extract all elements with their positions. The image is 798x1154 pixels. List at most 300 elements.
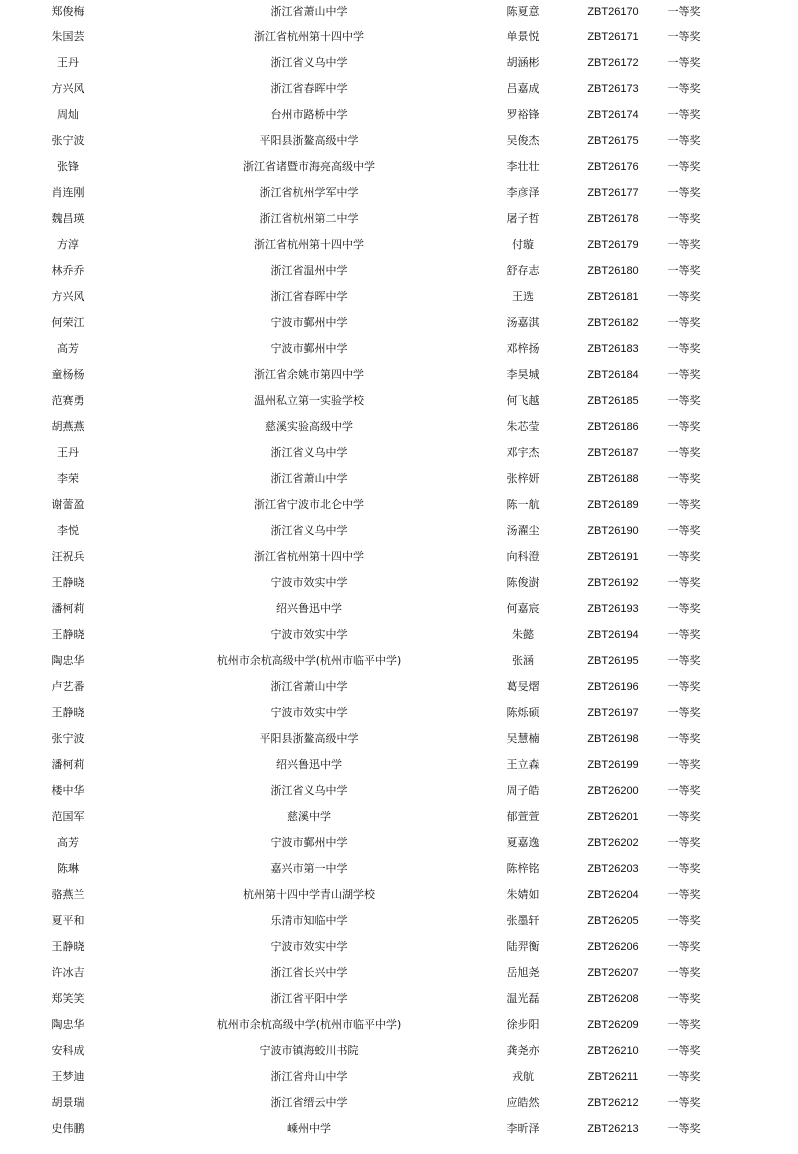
- table-row: [0, 0, 798, 24]
- student-cell: 陈俊澍: [506, 576, 540, 589]
- table-row: [0, 440, 798, 466]
- code-cell: ZBT26196: [587, 681, 639, 693]
- award-cell: 一等奖: [667, 836, 701, 849]
- award-cell: 一等奖: [667, 940, 701, 953]
- code-cell: ZBT26186: [587, 421, 639, 433]
- school-cell: 浙江省杭州第十四中学: [254, 30, 364, 43]
- award-cell: 一等奖: [667, 1044, 701, 1057]
- table-row: [0, 1090, 798, 1116]
- teacher-cell: 方兴风: [51, 82, 85, 95]
- student-cell: 何嘉宸: [506, 602, 540, 615]
- school-cell: 浙江省杭州第二中学: [259, 212, 359, 225]
- student-cell: 张涵: [512, 654, 534, 667]
- table-row: [0, 414, 798, 440]
- spacer-cell: [706, 466, 798, 492]
- code-cell: ZBT26175: [587, 135, 639, 147]
- spacer-cell: [706, 986, 798, 1012]
- teacher-cell: 张宁波: [51, 732, 85, 745]
- student-cell: 舒存志: [506, 264, 540, 277]
- student-cell: 付璇: [512, 238, 534, 251]
- table-row: [0, 648, 798, 674]
- table-row: [0, 960, 798, 986]
- award-cell: 一等奖: [667, 368, 701, 381]
- code-cell: ZBT26192: [587, 577, 639, 589]
- award-cell: 一等奖: [667, 732, 701, 745]
- teacher-cell: 方淳: [57, 238, 79, 251]
- school-cell: 宁波市效实中学: [270, 628, 348, 641]
- table-row: [0, 102, 798, 128]
- school-cell: 宁波市鄞州中学: [270, 342, 348, 355]
- spacer-cell: [706, 154, 798, 180]
- award-cell: 一等奖: [667, 394, 701, 407]
- award-cell: 一等奖: [667, 5, 701, 18]
- spacer-cell: [706, 518, 798, 544]
- student-cell: 郁萱萱: [506, 810, 540, 823]
- table-row: [0, 752, 798, 778]
- teacher-cell: 王静晓: [51, 628, 85, 641]
- school-cell: 浙江省义乌中学: [270, 784, 348, 797]
- student-cell: 吴俊杰: [506, 134, 540, 147]
- student-cell: 陈一航: [506, 498, 540, 511]
- school-cell: 杭州市余杭高级中学(杭州市临平中学): [216, 654, 402, 667]
- table-row: [0, 934, 798, 960]
- school-cell: 杭州第十四中学青山湖学校: [243, 888, 375, 901]
- teacher-cell: 童杨杨: [51, 368, 85, 381]
- award-cell: 一等奖: [667, 576, 701, 589]
- code-cell: ZBT26188: [587, 473, 639, 485]
- award-cell: 一等奖: [667, 758, 701, 771]
- spacer-cell: [706, 180, 798, 206]
- teacher-cell: 谢蕾盈: [51, 498, 85, 511]
- student-cell: 何飞越: [506, 394, 540, 407]
- school-cell: 嘉兴市第一中学: [270, 862, 348, 875]
- teacher-cell: 胡燕燕: [51, 420, 85, 433]
- table-row: [0, 726, 798, 752]
- award-cell: 一等奖: [667, 1070, 701, 1083]
- award-cell: 一等奖: [667, 810, 701, 823]
- student-cell: 张梓妍: [506, 472, 540, 485]
- student-cell: 陈梓铭: [506, 862, 540, 875]
- student-cell: 李彦泽: [506, 186, 540, 199]
- student-cell: 邓梓扬: [506, 342, 540, 355]
- teacher-cell: 陶忠华: [51, 654, 85, 667]
- table-row: [0, 310, 798, 336]
- award-cell: 一等奖: [667, 602, 701, 615]
- table-row: [0, 336, 798, 362]
- code-cell: ZBT26191: [587, 551, 639, 563]
- code-cell: ZBT26189: [587, 499, 639, 511]
- spacer-cell: [706, 700, 798, 726]
- award-cell: 一等奖: [667, 654, 701, 667]
- code-cell: ZBT26203: [587, 863, 639, 875]
- teacher-cell: 张锋: [57, 160, 79, 173]
- teacher-cell: 高芳: [57, 836, 79, 849]
- code-cell: ZBT26184: [587, 369, 639, 381]
- table-row: [0, 154, 798, 180]
- spacer-cell: [706, 362, 798, 388]
- school-cell: 浙江省平阳中学: [270, 992, 348, 1005]
- spacer-cell: [706, 1012, 798, 1038]
- teacher-cell: 肖连刚: [51, 186, 85, 199]
- student-cell: 夏嘉逸: [506, 836, 540, 849]
- spacer-cell: [706, 128, 798, 154]
- award-cell: 一等奖: [667, 56, 701, 69]
- table-row: [0, 700, 798, 726]
- table-row: [0, 492, 798, 518]
- school-cell: 绍兴鲁迅中学: [276, 758, 342, 771]
- code-cell: ZBT26174: [587, 109, 639, 121]
- school-cell: 浙江省萧山中学: [270, 472, 348, 485]
- code-cell: ZBT26170: [587, 6, 639, 18]
- award-cell: 一等奖: [667, 706, 701, 719]
- award-cell: 一等奖: [667, 420, 701, 433]
- teacher-cell: 王静晓: [51, 706, 85, 719]
- table-row: [0, 362, 798, 388]
- code-cell: ZBT26180: [587, 265, 639, 277]
- teacher-cell: 陈琳: [57, 862, 79, 875]
- teacher-cell: 郑笑笑: [51, 992, 85, 1005]
- table-row: [0, 128, 798, 154]
- spacer-cell: [706, 102, 798, 128]
- award-cell: 一等奖: [667, 82, 701, 95]
- code-cell: ZBT26213: [587, 1123, 639, 1135]
- school-cell: 浙江省舟山中学: [270, 1070, 348, 1083]
- student-cell: 徐步阳: [506, 1018, 540, 1031]
- spacer-cell: [706, 778, 798, 804]
- school-cell: 浙江省杭州第十四中学: [254, 238, 364, 251]
- table-row: [0, 882, 798, 908]
- award-cell: 一等奖: [667, 680, 701, 693]
- teacher-cell: 朱国芸: [51, 30, 85, 43]
- award-cell: 一等奖: [667, 212, 701, 225]
- spacer-cell: [706, 830, 798, 856]
- table-row: [0, 544, 798, 570]
- award-cell: 一等奖: [667, 446, 701, 459]
- teacher-cell: 王丹: [57, 56, 79, 69]
- student-cell: 李昊城: [506, 368, 540, 381]
- school-cell: 浙江省诸暨市海亮高级中学: [243, 160, 375, 173]
- code-cell: ZBT26199: [587, 759, 639, 771]
- student-cell: 李壮壮: [506, 160, 540, 173]
- table-row: [0, 622, 798, 648]
- student-cell: 朱芯莹: [506, 420, 540, 433]
- teacher-cell: 何荣江: [51, 316, 85, 329]
- spacer-cell: [706, 1064, 798, 1090]
- code-cell: ZBT26181: [587, 291, 639, 303]
- code-cell: ZBT26197: [587, 707, 639, 719]
- school-cell: 宁波市效实中学: [270, 706, 348, 719]
- student-cell: 张墨轩: [506, 914, 540, 927]
- spacer-cell: [706, 284, 798, 310]
- spacer-cell: [706, 804, 798, 830]
- code-cell: ZBT26209: [587, 1019, 639, 1031]
- school-cell: 宁波市效实中学: [270, 576, 348, 589]
- code-cell: ZBT26212: [587, 1097, 639, 1109]
- code-cell: ZBT26206: [587, 941, 639, 953]
- table-row: [0, 466, 798, 492]
- table-row: [0, 830, 798, 856]
- student-cell: 朱懿: [512, 628, 534, 641]
- student-cell: 屠子哲: [506, 212, 540, 225]
- student-cell: 陈夏意: [506, 5, 540, 18]
- award-cell: 一等奖: [667, 914, 701, 927]
- school-cell: 绍兴鲁迅中学: [276, 602, 342, 615]
- award-cell: 一等奖: [667, 524, 701, 537]
- award-cell: 一等奖: [667, 160, 701, 173]
- teacher-cell: 胡景瑞: [51, 1096, 85, 1109]
- student-cell: 吕嘉成: [506, 82, 540, 95]
- teacher-cell: 安科成: [51, 1044, 85, 1057]
- table-row: [0, 518, 798, 544]
- award-cell: 一等奖: [667, 290, 701, 303]
- spacer-cell: [706, 856, 798, 882]
- code-cell: ZBT26211: [587, 1071, 639, 1083]
- spacer-cell: [706, 596, 798, 622]
- student-cell: 龚尧亦: [506, 1044, 540, 1057]
- spacer-cell: [706, 726, 798, 752]
- school-cell: 平阳县浙鳌高级中学: [259, 732, 359, 745]
- code-cell: ZBT26201: [587, 811, 639, 823]
- code-cell: ZBT26172: [587, 57, 639, 69]
- code-cell: ZBT26185: [587, 395, 639, 407]
- school-cell: 浙江省余姚市第四中学: [254, 368, 364, 381]
- spacer-cell: [706, 310, 798, 336]
- code-cell: ZBT26183: [587, 343, 639, 355]
- award-cell: 一等奖: [667, 550, 701, 563]
- table-row: [0, 50, 798, 76]
- table-row: [0, 1038, 798, 1064]
- code-cell: ZBT26208: [587, 993, 639, 1005]
- school-cell: 慈溪实验高级中学: [265, 420, 353, 433]
- award-cell: 一等奖: [667, 966, 701, 979]
- student-cell: 陈烁硕: [506, 706, 540, 719]
- teacher-cell: 郑俊梅: [51, 5, 85, 18]
- award-cell: 一等奖: [667, 784, 701, 797]
- award-cell: 一等奖: [667, 498, 701, 511]
- teacher-cell: 卢艺番: [51, 680, 85, 693]
- teacher-cell: 陶忠华: [51, 1018, 85, 1031]
- teacher-cell: 骆燕兰: [51, 888, 85, 901]
- teacher-cell: 汪祝兵: [51, 550, 85, 563]
- spacer-cell: [706, 934, 798, 960]
- table-row: [0, 986, 798, 1012]
- spacer-cell: [706, 336, 798, 362]
- table-row: [0, 908, 798, 934]
- teacher-cell: 潘柯莉: [51, 602, 85, 615]
- spacer-cell: [706, 0, 798, 24]
- spacer-cell: [706, 674, 798, 700]
- table-row: [0, 778, 798, 804]
- table-row: [0, 674, 798, 700]
- spacer-cell: [706, 1090, 798, 1116]
- spacer-cell: [706, 492, 798, 518]
- table-row: [0, 24, 798, 50]
- student-cell: 陆羿衡: [506, 940, 540, 953]
- teacher-cell: 楼中华: [51, 784, 85, 797]
- spacer-cell: [706, 1038, 798, 1064]
- code-cell: ZBT26173: [587, 83, 639, 95]
- spacer-cell: [706, 1116, 798, 1142]
- code-cell: ZBT26198: [587, 733, 639, 745]
- table-row: [0, 258, 798, 284]
- spacer-cell: [706, 50, 798, 76]
- teacher-cell: 史伟鹏: [51, 1122, 85, 1135]
- code-cell: ZBT26193: [587, 603, 639, 615]
- student-cell: 戎航: [512, 1070, 534, 1083]
- spacer-cell: [706, 232, 798, 258]
- code-cell: ZBT26177: [587, 187, 639, 199]
- teacher-cell: 王静晓: [51, 940, 85, 953]
- school-cell: 宁波市效实中学: [270, 940, 348, 953]
- school-cell: 宁波市镇海蛟川书院: [259, 1044, 359, 1057]
- table-row: [0, 856, 798, 882]
- code-cell: ZBT26178: [587, 213, 639, 225]
- table-row: [0, 804, 798, 830]
- spacer-cell: [706, 908, 798, 934]
- teacher-cell: 夏平和: [51, 914, 85, 927]
- spacer-cell: [706, 24, 798, 50]
- table-row: [0, 206, 798, 232]
- code-cell: ZBT26176: [587, 161, 639, 173]
- code-cell: ZBT26204: [587, 889, 639, 901]
- school-cell: 浙江省春晖中学: [270, 290, 348, 303]
- table-row: [0, 76, 798, 102]
- table-row: [0, 232, 798, 258]
- teacher-cell: 高芳: [57, 342, 79, 355]
- award-cell: 一等奖: [667, 888, 701, 901]
- spacer-cell: [706, 258, 798, 284]
- spacer-cell: [706, 570, 798, 596]
- code-cell: ZBT26207: [587, 967, 639, 979]
- table-row: [0, 180, 798, 206]
- table-row: [0, 284, 798, 310]
- student-cell: 吴慧楠: [506, 732, 540, 745]
- school-cell: 杭州市余杭高级中学(杭州市临平中学): [216, 1018, 402, 1031]
- student-cell: 岳旭尧: [506, 966, 540, 979]
- award-cell: 一等奖: [667, 472, 701, 485]
- table-row: [0, 1064, 798, 1090]
- teacher-cell: 王静晓: [51, 576, 85, 589]
- table-row: [0, 1116, 798, 1142]
- award-cell: 一等奖: [667, 628, 701, 641]
- code-cell: ZBT26200: [587, 785, 639, 797]
- table-row: [0, 388, 798, 414]
- spacer-cell: [706, 388, 798, 414]
- code-cell: ZBT26182: [587, 317, 639, 329]
- school-cell: 浙江省杭州第十四中学: [254, 550, 364, 563]
- school-cell: 浙江省萧山中学: [270, 5, 348, 18]
- award-cell: 一等奖: [667, 1096, 701, 1109]
- school-cell: 浙江省宁波市北仑中学: [254, 498, 364, 511]
- spacer-cell: [706, 752, 798, 778]
- teacher-cell: 李荣: [57, 472, 79, 485]
- school-cell: 平阳县浙鳌高级中学: [259, 134, 359, 147]
- school-cell: 浙江省萧山中学: [270, 680, 348, 693]
- teacher-cell: 林乔乔: [51, 264, 85, 277]
- code-cell: ZBT26195: [587, 655, 639, 667]
- spacer-cell: [706, 440, 798, 466]
- teacher-cell: 范赛勇: [51, 394, 85, 407]
- code-cell: ZBT26179: [587, 239, 639, 251]
- award-cell: 一等奖: [667, 342, 701, 355]
- teacher-cell: 范国军: [51, 810, 85, 823]
- school-cell: 浙江省春晖中学: [270, 82, 348, 95]
- student-cell: 葛旻熠: [506, 680, 540, 693]
- code-cell: ZBT26202: [587, 837, 639, 849]
- award-cell: 一等奖: [667, 316, 701, 329]
- table-row: [0, 596, 798, 622]
- award-cell: 一等奖: [667, 862, 701, 875]
- table-row: [0, 1012, 798, 1038]
- student-cell: 王立森: [506, 758, 540, 771]
- teacher-cell: 潘柯莉: [51, 758, 85, 771]
- spacer-cell: [706, 206, 798, 232]
- code-cell: ZBT26187: [587, 447, 639, 459]
- school-cell: 慈溪中学: [287, 810, 331, 823]
- school-cell: 宁波市鄞州中学: [270, 836, 348, 849]
- student-cell: 汤嘉淇: [506, 316, 540, 329]
- school-cell: 乐清市知临中学: [270, 914, 348, 927]
- student-cell: 李昕泽: [506, 1122, 540, 1135]
- award-cell: 一等奖: [667, 134, 701, 147]
- teacher-cell: 方兴风: [51, 290, 85, 303]
- award-cell: 一等奖: [667, 264, 701, 277]
- student-cell: 王选: [512, 290, 534, 303]
- student-cell: 罗裕锋: [506, 108, 540, 121]
- code-cell: ZBT26205: [587, 915, 639, 927]
- student-cell: 单景悦: [506, 30, 540, 43]
- school-cell: 浙江省温州中学: [270, 264, 348, 277]
- award-cell: 一等奖: [667, 186, 701, 199]
- school-cell: 浙江省缙云中学: [270, 1096, 348, 1109]
- spacer-cell: [706, 76, 798, 102]
- code-cell: ZBT26190: [587, 525, 639, 537]
- teacher-cell: 王梦迪: [51, 1070, 85, 1083]
- student-cell: 周子皓: [506, 784, 540, 797]
- teacher-cell: 许冰吉: [51, 966, 85, 979]
- teacher-cell: 李悦: [57, 524, 79, 537]
- student-cell: 应皓然: [506, 1096, 540, 1109]
- school-cell: 宁波市鄞州中学: [270, 316, 348, 329]
- award-cell: 一等奖: [667, 238, 701, 251]
- teacher-cell: 魏昌瑛: [51, 212, 85, 225]
- code-cell: ZBT26210: [587, 1045, 639, 1057]
- school-cell: 温州私立第一实验学校: [254, 394, 364, 407]
- student-cell: 向科澄: [506, 550, 540, 563]
- spacer-cell: [706, 960, 798, 986]
- award-cell: 一等奖: [667, 992, 701, 1005]
- teacher-cell: 王丹: [57, 446, 79, 459]
- award-cell: 一等奖: [667, 30, 701, 43]
- school-cell: 浙江省长兴中学: [270, 966, 348, 979]
- code-cell: ZBT26171: [587, 31, 639, 43]
- spacer-cell: [706, 882, 798, 908]
- spacer-cell: [706, 414, 798, 440]
- award-cell: 一等奖: [667, 108, 701, 121]
- school-cell: 浙江省义乌中学: [270, 446, 348, 459]
- teacher-cell: 张宁波: [51, 134, 85, 147]
- teacher-cell: 周灿: [57, 108, 79, 121]
- spacer-cell: [706, 622, 798, 648]
- student-cell: 温光磊: [506, 992, 540, 1005]
- school-cell: 嵊州中学: [287, 1122, 331, 1135]
- award-cell: 一等奖: [667, 1018, 701, 1031]
- school-cell: 浙江省杭州学军中学: [259, 186, 359, 199]
- code-cell: ZBT26194: [587, 629, 639, 641]
- student-cell: 朱婧如: [506, 888, 540, 901]
- school-cell: 台州市路桥中学: [270, 108, 348, 121]
- student-cell: 胡涵彬: [506, 56, 540, 69]
